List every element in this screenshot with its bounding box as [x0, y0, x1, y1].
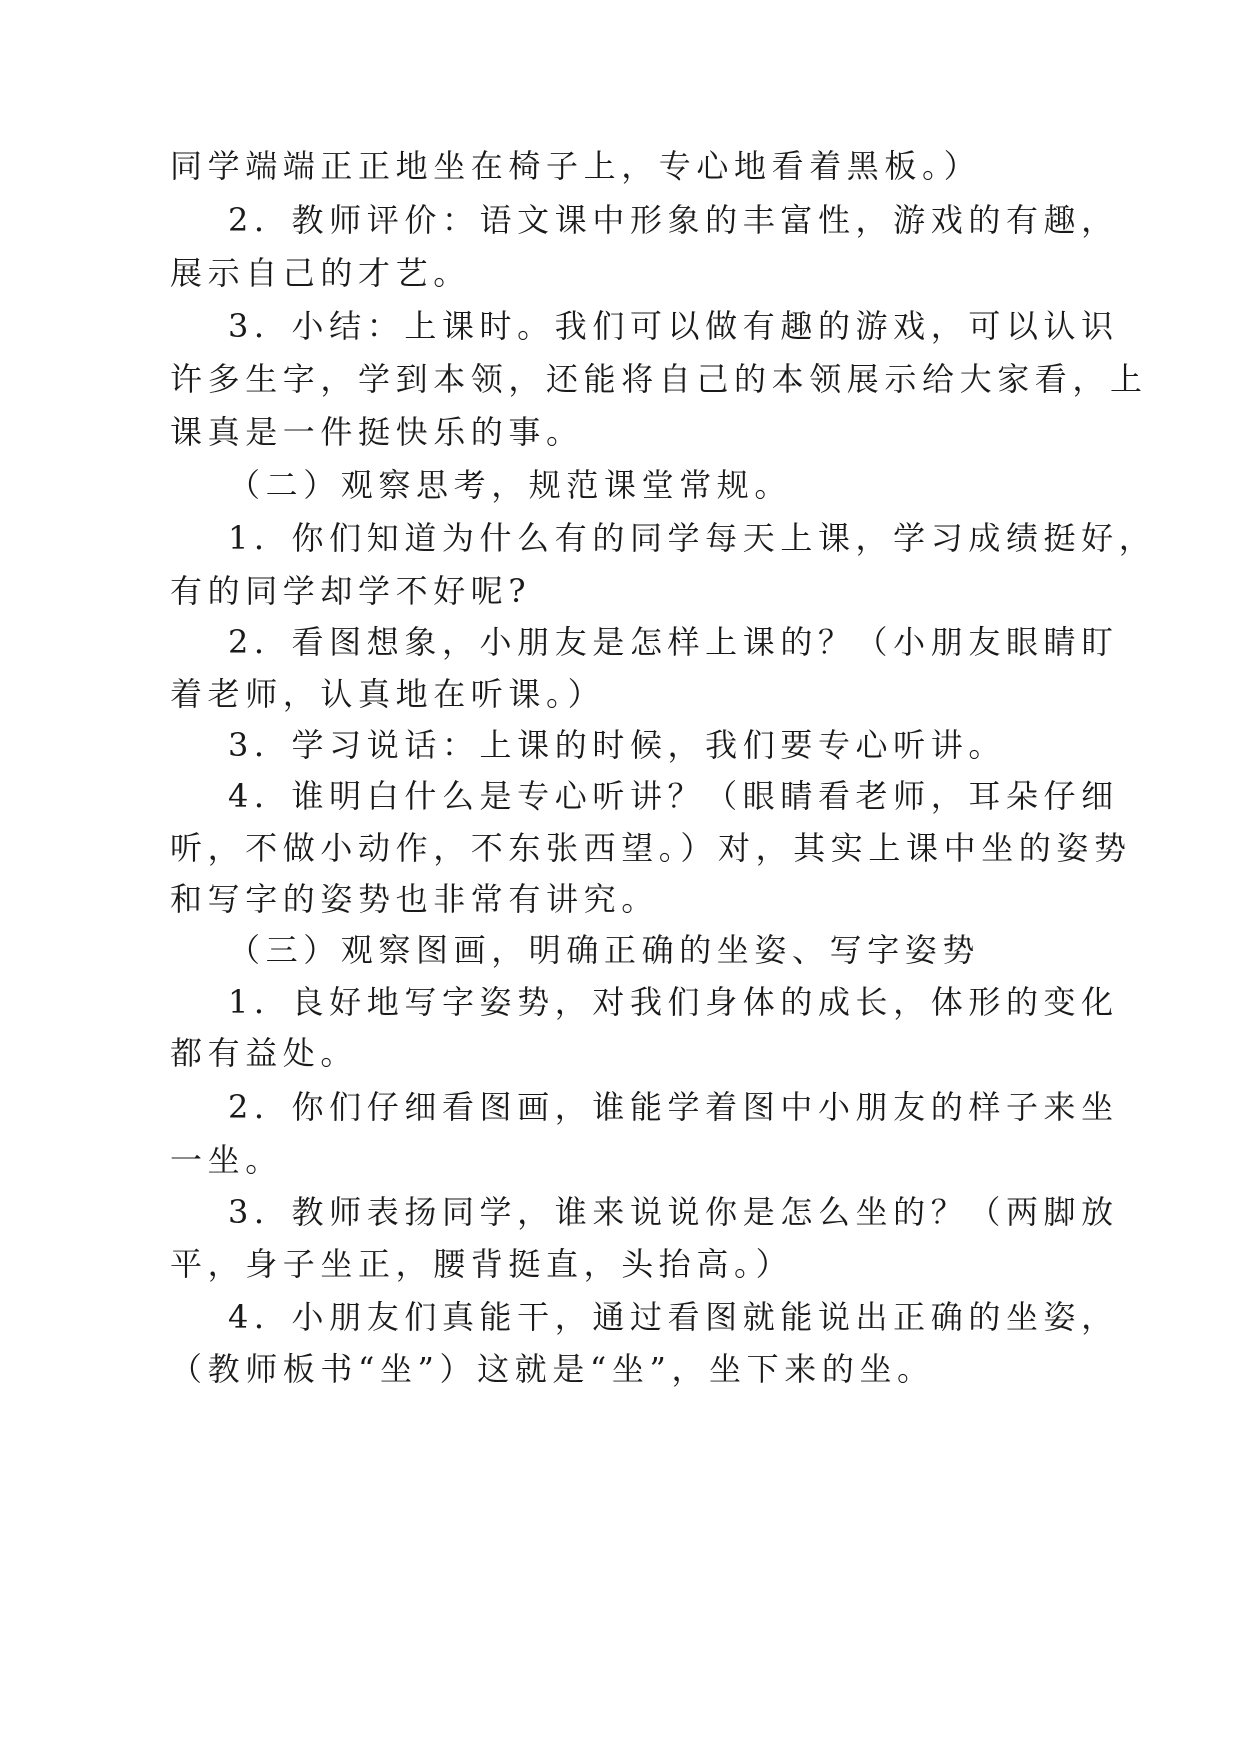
text-line: 3．学习说话：上课的时候，我们要专心听讲。	[228, 726, 1006, 764]
text-line: 2．教师评价：语文课中形象的丰富性，游戏的有趣，	[228, 201, 1119, 239]
text-line: 1．良好地写字姿势，对我们身体的成长，体形的变化	[228, 983, 1119, 1021]
text-line: 都有益处。	[170, 1034, 359, 1072]
text-line: 3．教师表扬同学，谁来说说你是怎么坐的？（两脚放	[228, 1193, 1119, 1231]
text-line: 4．谁明白什么是专心听讲？（眼睛看老师，耳朵仔细	[228, 777, 1119, 815]
text-line: 一坐。	[170, 1141, 283, 1179]
text-line: 和写字的姿势也非常有讲究。	[170, 880, 659, 918]
text-line: 有的同学却学不好呢?	[170, 572, 532, 610]
section-heading: （三）观察图画，明确正确的坐姿、写字姿势	[228, 931, 981, 969]
text-line: 平，身子坐正，腰背挺直，头抬高。）	[170, 1245, 794, 1283]
text-line: 着老师，认真地在听课。）	[170, 675, 606, 713]
text-line: 2．看图想象，小朋友是怎样上课的？（小朋友眼睛盯	[228, 623, 1119, 661]
text-line: 听，不做小动作，不东张西望。）对，其实上课中坐的姿势	[170, 829, 1132, 867]
text-line: 课真是一件挺快乐的事。	[170, 413, 584, 451]
text-line: 展示自己的才艺。	[170, 254, 471, 292]
text-line: 许多生字，学到本领，还能将自己的本领展示给大家看，上	[170, 360, 1148, 398]
text-line: 2．你们仔细看图画，谁能学着图中小朋友的样子来坐	[228, 1088, 1119, 1126]
text-line: 3．小结：上课时。我们可以做有趣的游戏，可以认识	[228, 307, 1119, 345]
text-line: 同学端端正正地坐在椅子上，专心地看着黑板。）	[170, 147, 982, 185]
text-line: 1．你们知道为什么有的同学每天上课，学习成绩挺好，	[228, 519, 1157, 557]
text-line: （教师板书“坐”）这就是“坐”，坐下来的坐。	[170, 1350, 935, 1388]
section-heading: （二）观察思考，规范课堂常规。	[228, 466, 793, 504]
text-line: 4．小朋友们真能干，通过看图就能说出正确的坐姿，	[228, 1298, 1119, 1336]
